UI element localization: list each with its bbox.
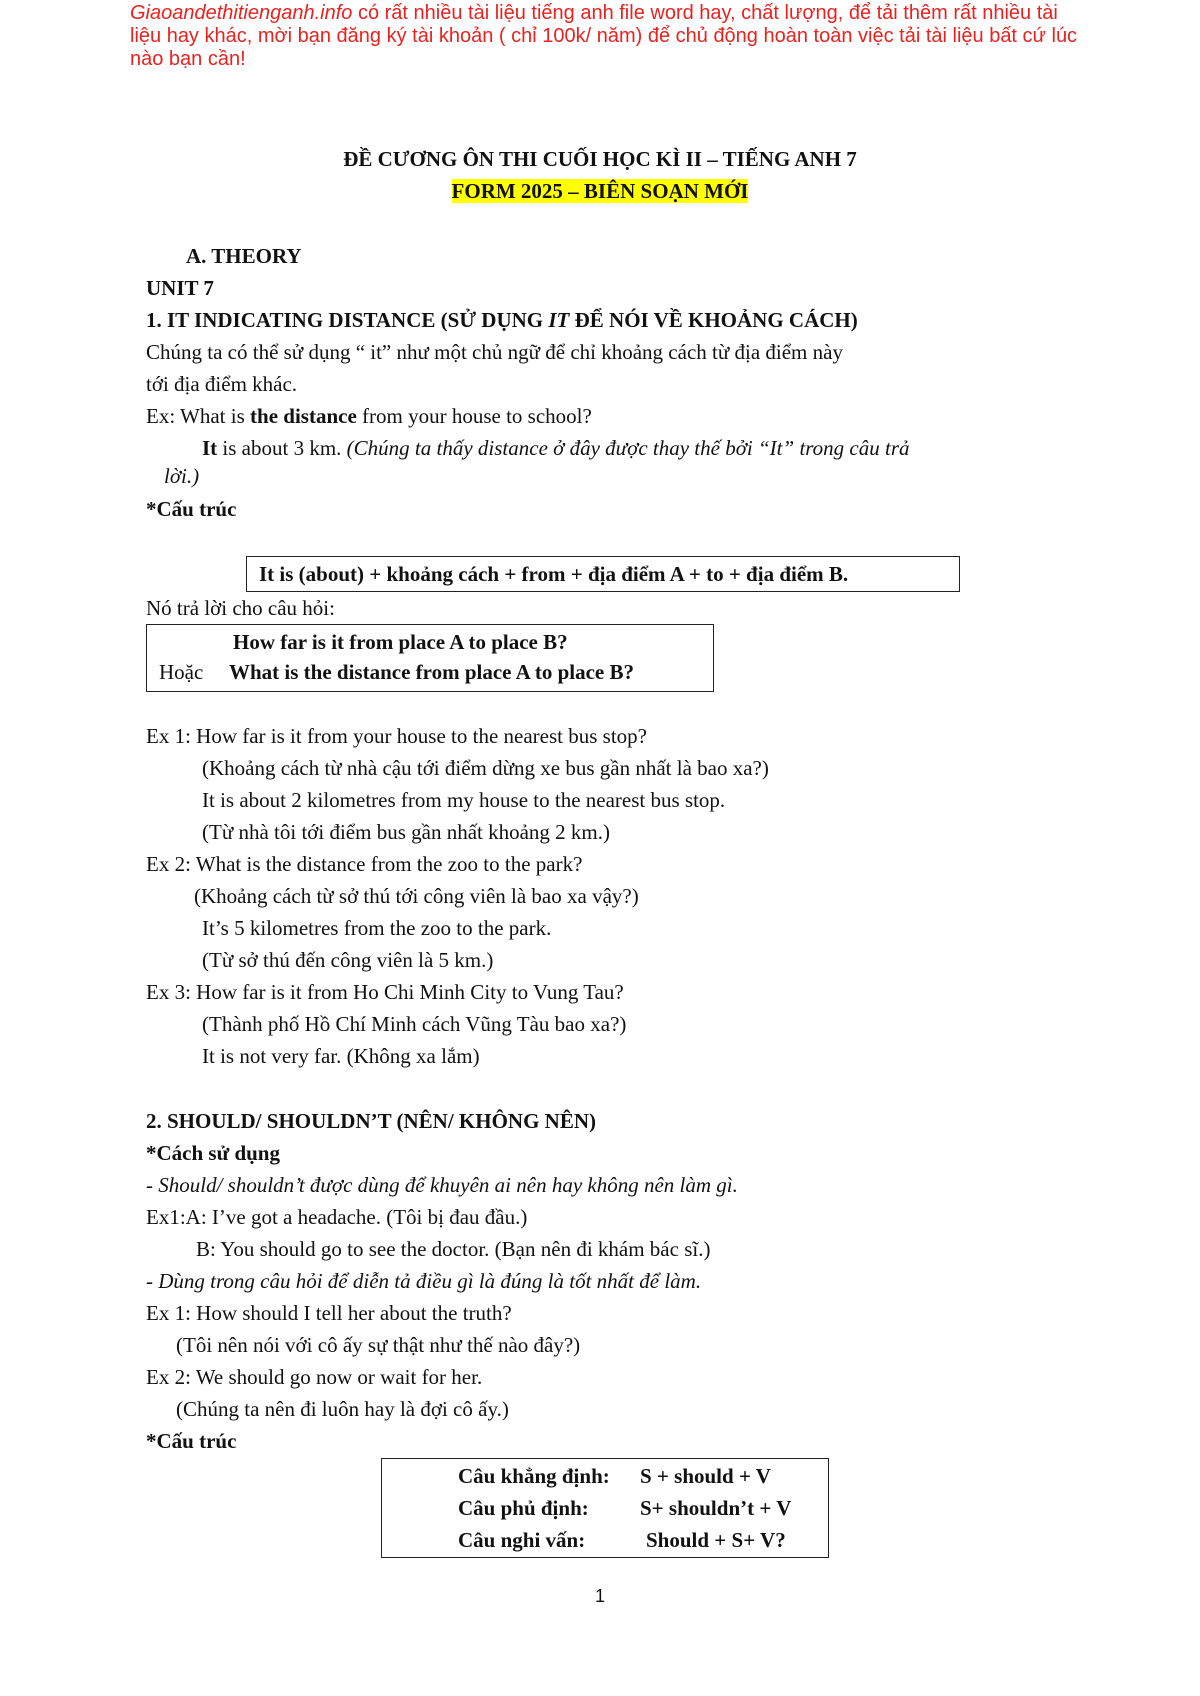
structure-row-label: Câu khẳng định: (458, 1464, 610, 1488)
example-line: (Thành phố Hồ Chí Minh cách Vũng Tàu bao xa?) (202, 1012, 627, 1036)
part2-heading: 2. SHOULD/ SHOULDN’T (NÊN/ KHÔNG NÊN) (146, 1109, 596, 1133)
example-line: (Từ sở thú đến công viên là 5 km.) (202, 948, 494, 972)
example-line: (Khoảng cách từ sở thú tới công viên là bao xa vậy?) (194, 884, 639, 908)
part2-structure-label: *Cấu trúc (146, 1429, 237, 1453)
example-line: Ex 1: How far is it from your house to the nearest bus stop? (146, 724, 647, 748)
part2-example-1b: B: You should go to see the doctor. (Bạn nên đi khám bác sĩ.) (196, 1237, 711, 1261)
example-line: (Khoảng cách từ nhà cậu tới điểm dừng xe bus gần nhất là bao xa?) (202, 756, 769, 780)
promo-banner (130, 2, 1090, 71)
part1-example: Ex: What is the distance from your house to school? (146, 404, 592, 428)
part2-example-1a: Ex1:A: I’ve got a headache. (Tôi bị đau đầu.) (146, 1205, 528, 1229)
structure-row-label: Câu phủ định: (458, 1496, 589, 1520)
section-theory-heading: A. THEORY (186, 244, 302, 268)
formula-box (246, 556, 960, 592)
part1-example-answer: It is about 3 km. (Chúng ta thấy distance ở đây được thay thế bởi “It” trong câu trả (202, 436, 910, 460)
part2-usage-1: - Should/ shouldn’t được dùng để khuyên ai nên hay không nên làm gì. (146, 1173, 738, 1197)
banner-site-link[interactable]: Giaoandethitienganh.info (130, 2, 353, 24)
unit-heading: UNIT 7 (146, 276, 214, 300)
part1-heading: 1. IT INDICATING DISTANCE (SỬ DỤNG IT ĐỂ NÓI VỀ KHOẢNG CÁCH) (146, 308, 858, 332)
formula-text: It is (about) + khoảng cách + from + địa điểm A + to + địa điểm B. (259, 562, 849, 586)
part2-example-2a: Ex 1: How should I tell her about the truth? (146, 1301, 512, 1325)
part2-example-3b: (Chúng ta nên đi luôn hay là đợi cô ấy.) (176, 1397, 509, 1421)
structure-row-formula: Should + S+ V? (646, 1528, 786, 1552)
example-line: It is not very far. (Không xa lắm) (202, 1044, 480, 1068)
example-line: Ex 2: What is the distance from the zoo to the park? (146, 852, 583, 876)
question-or: Hoặc (159, 660, 204, 684)
part1-example-answer-cont: lời.) (164, 464, 200, 488)
document-title: ĐỀ CƯƠNG ÔN THI CUỐI HỌC KÌ II – TIẾNG ANH 7 (343, 147, 857, 171)
should-structure-box (381, 1458, 829, 1558)
subtitle-highlight: FORM 2025 – BIÊN SOẠN MỚI (451, 179, 749, 203)
part2-example-2b: (Tôi nên nói với cô ấy sự thật như thế nào đây?) (176, 1333, 581, 1357)
question-box (146, 624, 714, 692)
banner-text: có rất nhiều tài liệu tiếng anh file word hay, chất lượng, để tải thêm rất nhiều tài liệu hay khác, mời bạn đăng ký tài khoản ( chỉ 100k/ năm) để chủ động hoàn toàn việc tải tài liệu bất cứ lúc nào bạn cần! (130, 2, 1078, 70)
structure-row-formula: S+ shouldn’t + V (640, 1496, 792, 1520)
example-line: (Từ nhà tôi tới điểm bus gần nhất khoảng 2 km.) (202, 820, 611, 844)
part2-usage-2: - Dùng trong câu hỏi để diễn tả điều gì là đúng là tốt nhất để làm. (146, 1269, 702, 1293)
question-how-far: How far is it from place A to place B? (233, 630, 568, 654)
it-italic: IT (548, 308, 570, 332)
answers-question-label: Nó trả lời cho câu hỏi: (146, 596, 335, 620)
part1-desc-line2: tới địa điểm khác. (146, 372, 298, 396)
structure-row-formula: S + should + V (640, 1464, 771, 1488)
part1-desc-line1: Chúng ta có thể sử dụng “ it” như một chủ ngữ để chỉ khoảng cách từ địa điểm này (146, 340, 843, 364)
document-subtitle (0, 178, 1200, 204)
example-line: It is about 2 kilometres from my house to the nearest bus stop. (202, 788, 726, 812)
example-line: It’s 5 kilometres from the zoo to the park. (202, 916, 552, 940)
example-line: Ex 3: How far is it from Ho Chi Minh City to Vung Tau? (146, 980, 624, 1004)
part1-structure-label: *Cấu trúc (146, 497, 237, 521)
question-distance: What is the distance from place A to place B? (229, 660, 635, 684)
page-number: 1 (594, 1586, 605, 1606)
structure-row-label: Câu nghi vấn: (458, 1528, 586, 1552)
part2-example-3a: Ex 2: We should go now or wait for her. (146, 1365, 483, 1389)
part2-usage-label: *Cách sử dụng (146, 1141, 280, 1165)
